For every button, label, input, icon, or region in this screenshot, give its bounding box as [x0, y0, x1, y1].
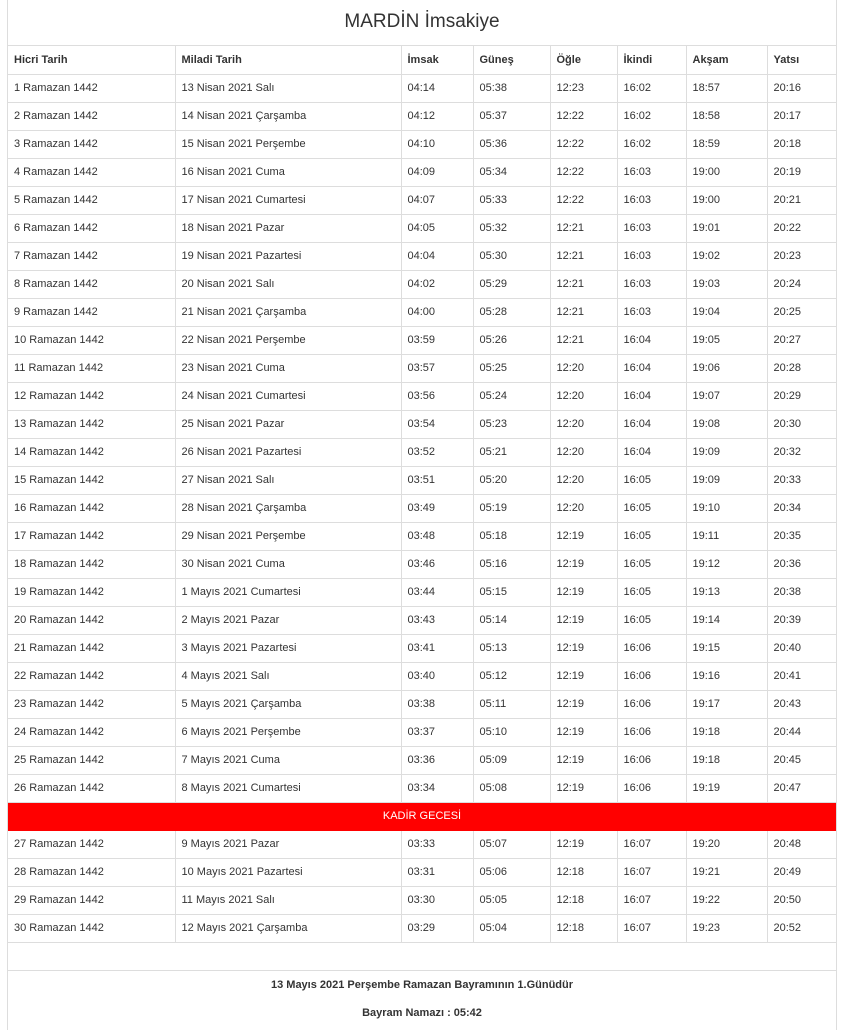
cell-gunes: 05:28	[473, 298, 550, 326]
cell-hicri-tarih: 28 Ramazan 1442	[8, 858, 175, 886]
cell-gunes: 05:37	[473, 102, 550, 130]
cell-gunes: 05:21	[473, 438, 550, 466]
cell-ogle: 12:19	[550, 718, 617, 746]
table-body	[8, 74, 836, 942]
cell-ogle: 12:20	[550, 494, 617, 522]
cell-hicri-tarih: 16 Ramazan 1442	[8, 494, 175, 522]
cell-ogle: 12:19	[550, 774, 617, 802]
cell-yatsi: 20:35	[767, 522, 836, 550]
cell-ogle: 12:19	[550, 550, 617, 578]
cell-yatsi: 20:23	[767, 242, 836, 270]
cell-hicri-tarih: 14 Ramazan 1442	[8, 438, 175, 466]
cell-aksam: 19:18	[686, 746, 767, 774]
cell-aksam: 19:03	[686, 270, 767, 298]
cell-ikindi: 16:03	[617, 242, 686, 270]
column-header-hicri-tarih: Hicri Tarih	[8, 46, 175, 74]
cell-yatsi: 20:36	[767, 550, 836, 578]
cell-yatsi: 20:18	[767, 130, 836, 158]
cell-ikindi: 16:05	[617, 494, 686, 522]
cell-hicri-tarih: 13 Ramazan 1442	[8, 410, 175, 438]
bayram-namazi: Bayram Namazı : 05:42	[362, 1006, 482, 1019]
column-header-yatsi: Yatsı	[767, 46, 836, 74]
cell-miladi-tarih: 29 Nisan 2021 Perşembe	[175, 522, 401, 550]
cell-ogle: 12:20	[550, 410, 617, 438]
cell-imsak: 03:44	[401, 578, 473, 606]
column-header-imsak: İmsak	[401, 46, 473, 74]
table-row	[8, 214, 836, 242]
table-row	[8, 354, 836, 382]
cell-aksam: 19:22	[686, 886, 767, 914]
cell-aksam: 19:10	[686, 494, 767, 522]
cell-yatsi: 20:30	[767, 410, 836, 438]
cell-ikindi: 16:03	[617, 270, 686, 298]
cell-gunes: 05:13	[473, 634, 550, 662]
cell-ogle: 12:21	[550, 270, 617, 298]
cell-gunes: 05:29	[473, 270, 550, 298]
cell-yatsi: 20:47	[767, 774, 836, 802]
cell-hicri-tarih: 27 Ramazan 1442	[8, 830, 175, 858]
cell-gunes: 05:05	[473, 886, 550, 914]
cell-gunes: 05:38	[473, 74, 550, 102]
cell-miladi-tarih: 11 Mayıs 2021 Salı	[175, 886, 401, 914]
cell-imsak: 03:33	[401, 830, 473, 858]
cell-ogle: 12:18	[550, 886, 617, 914]
cell-hicri-tarih: 9 Ramazan 1442	[8, 298, 175, 326]
cell-aksam: 19:19	[686, 774, 767, 802]
cell-yatsi: 20:25	[767, 298, 836, 326]
cell-imsak: 03:51	[401, 466, 473, 494]
cell-hicri-tarih: 10 Ramazan 1442	[8, 326, 175, 354]
table-row	[8, 886, 836, 914]
cell-imsak: 03:37	[401, 718, 473, 746]
table-row	[8, 270, 836, 298]
cell-ikindi: 16:03	[617, 214, 686, 242]
cell-ikindi: 16:04	[617, 410, 686, 438]
cell-aksam: 19:20	[686, 830, 767, 858]
cell-imsak: 03:43	[401, 606, 473, 634]
cell-yatsi: 20:17	[767, 102, 836, 130]
table-row	[8, 914, 836, 942]
cell-aksam: 18:57	[686, 74, 767, 102]
cell-ogle: 12:21	[550, 326, 617, 354]
cell-imsak: 03:54	[401, 410, 473, 438]
cell-hicri-tarih: 4 Ramazan 1442	[8, 158, 175, 186]
cell-miladi-tarih: 16 Nisan 2021 Cuma	[175, 158, 401, 186]
cell-ogle: 12:19	[550, 634, 617, 662]
cell-ikindi: 16:03	[617, 298, 686, 326]
cell-gunes: 05:30	[473, 242, 550, 270]
cell-yatsi: 20:32	[767, 438, 836, 466]
table-row	[8, 550, 836, 578]
cell-aksam: 19:05	[686, 326, 767, 354]
cell-ikindi: 16:03	[617, 186, 686, 214]
table-row	[8, 858, 836, 886]
cell-imsak: 03:57	[401, 354, 473, 382]
table-row	[8, 130, 836, 158]
cell-gunes: 05:10	[473, 718, 550, 746]
cell-miladi-tarih: 4 Mayıs 2021 Salı	[175, 662, 401, 690]
cell-hicri-tarih: 15 Ramazan 1442	[8, 466, 175, 494]
cell-yatsi: 20:16	[767, 74, 836, 102]
table-spacer	[8, 943, 836, 971]
table-row	[8, 774, 836, 802]
cell-aksam: 19:14	[686, 606, 767, 634]
cell-imsak: 04:05	[401, 214, 473, 242]
cell-imsak: 03:30	[401, 886, 473, 914]
cell-miladi-tarih: 6 Mayıs 2021 Perşembe	[175, 718, 401, 746]
kadir-gecesi-label: KADİR GECESİ	[8, 802, 836, 830]
cell-imsak: 03:52	[401, 438, 473, 466]
table-row	[8, 158, 836, 186]
table-row	[8, 466, 836, 494]
cell-ogle: 12:18	[550, 914, 617, 942]
cell-gunes: 05:26	[473, 326, 550, 354]
kadir-gecesi-row	[8, 802, 836, 830]
cell-imsak: 03:40	[401, 662, 473, 690]
cell-ikindi: 16:04	[617, 326, 686, 354]
table-row	[8, 662, 836, 690]
cell-imsak: 04:10	[401, 130, 473, 158]
cell-hicri-tarih: 29 Ramazan 1442	[8, 886, 175, 914]
cell-gunes: 05:23	[473, 410, 550, 438]
cell-yatsi: 20:22	[767, 214, 836, 242]
cell-miladi-tarih: 21 Nisan 2021 Çarşamba	[175, 298, 401, 326]
cell-aksam: 19:12	[686, 550, 767, 578]
cell-aksam: 19:00	[686, 186, 767, 214]
cell-gunes: 05:15	[473, 578, 550, 606]
cell-yatsi: 20:45	[767, 746, 836, 774]
cell-miladi-tarih: 7 Mayıs 2021 Cuma	[175, 746, 401, 774]
cell-hicri-tarih: 22 Ramazan 1442	[8, 662, 175, 690]
cell-yatsi: 20:28	[767, 354, 836, 382]
cell-yatsi: 20:24	[767, 270, 836, 298]
cell-ogle: 12:23	[550, 74, 617, 102]
cell-hicri-tarih: 11 Ramazan 1442	[8, 354, 175, 382]
cell-imsak: 04:00	[401, 298, 473, 326]
cell-ogle: 12:20	[550, 382, 617, 410]
cell-miladi-tarih: 2 Mayıs 2021 Pazar	[175, 606, 401, 634]
cell-yatsi: 20:21	[767, 186, 836, 214]
cell-aksam: 19:16	[686, 662, 767, 690]
cell-miladi-tarih: 10 Mayıs 2021 Pazartesi	[175, 858, 401, 886]
cell-yatsi: 20:34	[767, 494, 836, 522]
cell-hicri-tarih: 25 Ramazan 1442	[8, 746, 175, 774]
cell-ogle: 12:20	[550, 354, 617, 382]
cell-hicri-tarih: 20 Ramazan 1442	[8, 606, 175, 634]
table-row	[8, 298, 836, 326]
cell-ikindi: 16:05	[617, 522, 686, 550]
cell-ikindi: 16:02	[617, 74, 686, 102]
cell-miladi-tarih: 22 Nisan 2021 Perşembe	[175, 326, 401, 354]
cell-yatsi: 20:48	[767, 830, 836, 858]
cell-aksam: 18:59	[686, 130, 767, 158]
cell-ikindi: 16:06	[617, 746, 686, 774]
cell-ogle: 12:18	[550, 858, 617, 886]
cell-aksam: 19:09	[686, 438, 767, 466]
cell-imsak: 03:59	[401, 326, 473, 354]
cell-aksam: 19:00	[686, 158, 767, 186]
cell-ogle: 12:20	[550, 438, 617, 466]
cell-ogle: 12:22	[550, 102, 617, 130]
cell-miladi-tarih: 1 Mayıs 2021 Cumartesi	[175, 578, 401, 606]
cell-ogle: 12:22	[550, 186, 617, 214]
cell-miladi-tarih: 17 Nisan 2021 Cumartesi	[175, 186, 401, 214]
table-row	[8, 522, 836, 550]
cell-aksam: 19:01	[686, 214, 767, 242]
cell-yatsi: 20:40	[767, 634, 836, 662]
column-header-aksam: Akşam	[686, 46, 767, 74]
cell-ikindi: 16:06	[617, 662, 686, 690]
cell-hicri-tarih: 17 Ramazan 1442	[8, 522, 175, 550]
cell-hicri-tarih: 23 Ramazan 1442	[8, 690, 175, 718]
cell-ogle: 12:19	[550, 690, 617, 718]
cell-ogle: 12:19	[550, 522, 617, 550]
cell-ogle: 12:20	[550, 466, 617, 494]
table-row	[8, 382, 836, 410]
cell-yatsi: 20:43	[767, 690, 836, 718]
cell-ogle: 12:21	[550, 298, 617, 326]
page-title: MARDİN İmsakiye	[8, 0, 836, 46]
cell-hicri-tarih: 1 Ramazan 1442	[8, 74, 175, 102]
cell-yatsi: 20:33	[767, 466, 836, 494]
cell-miladi-tarih: 30 Nisan 2021 Cuma	[175, 550, 401, 578]
imsakiye-table	[8, 46, 836, 943]
cell-gunes: 05:06	[473, 858, 550, 886]
table-row	[8, 494, 836, 522]
cell-yatsi: 20:29	[767, 382, 836, 410]
cell-ogle: 12:21	[550, 242, 617, 270]
column-header-miladi-tarih: Miladi Tarih	[175, 46, 401, 74]
cell-miladi-tarih: 28 Nisan 2021 Çarşamba	[175, 494, 401, 522]
cell-miladi-tarih: 25 Nisan 2021 Pazar	[175, 410, 401, 438]
cell-ikindi: 16:05	[617, 606, 686, 634]
cell-gunes: 05:14	[473, 606, 550, 634]
cell-gunes: 05:24	[473, 382, 550, 410]
cell-imsak: 04:04	[401, 242, 473, 270]
cell-imsak: 03:34	[401, 774, 473, 802]
cell-ogle: 12:19	[550, 662, 617, 690]
cell-aksam: 19:21	[686, 858, 767, 886]
cell-ogle: 12:19	[550, 606, 617, 634]
cell-imsak: 04:14	[401, 74, 473, 102]
cell-gunes: 05:07	[473, 830, 550, 858]
cell-ikindi: 16:06	[617, 634, 686, 662]
cell-aksam: 19:15	[686, 634, 767, 662]
cell-miladi-tarih: 19 Nisan 2021 Pazartesi	[175, 242, 401, 270]
table-row	[8, 606, 836, 634]
cell-ikindi: 16:06	[617, 718, 686, 746]
cell-gunes: 05:25	[473, 354, 550, 382]
cell-ikindi: 16:05	[617, 550, 686, 578]
cell-gunes: 05:33	[473, 186, 550, 214]
cell-gunes: 05:20	[473, 466, 550, 494]
cell-yatsi: 20:39	[767, 606, 836, 634]
cell-hicri-tarih: 12 Ramazan 1442	[8, 382, 175, 410]
table-row	[8, 690, 836, 718]
cell-miladi-tarih: 12 Mayıs 2021 Çarşamba	[175, 914, 401, 942]
bayram-info: 13 Mayıs 2021 Perşembe Ramazan Bayramının 1.Günüdür	[270, 978, 574, 991]
table-row	[8, 578, 836, 606]
cell-imsak: 03:31	[401, 858, 473, 886]
cell-gunes: 05:12	[473, 662, 550, 690]
table-row	[8, 102, 836, 130]
cell-miladi-tarih: 20 Nisan 2021 Salı	[175, 270, 401, 298]
cell-imsak: 04:02	[401, 270, 473, 298]
cell-hicri-tarih: 6 Ramazan 1442	[8, 214, 175, 242]
cell-miladi-tarih: 26 Nisan 2021 Pazartesi	[175, 438, 401, 466]
cell-aksam: 19:13	[686, 578, 767, 606]
cell-ikindi: 16:03	[617, 158, 686, 186]
cell-miladi-tarih: 27 Nisan 2021 Salı	[175, 466, 401, 494]
cell-ikindi: 16:02	[617, 130, 686, 158]
cell-gunes: 05:34	[473, 158, 550, 186]
cell-imsak: 03:56	[401, 382, 473, 410]
cell-ikindi: 16:07	[617, 830, 686, 858]
table-row	[8, 410, 836, 438]
cell-imsak: 03:38	[401, 690, 473, 718]
cell-ikindi: 16:07	[617, 886, 686, 914]
cell-hicri-tarih: 2 Ramazan 1442	[8, 102, 175, 130]
cell-imsak: 03:46	[401, 550, 473, 578]
cell-miladi-tarih: 5 Mayıs 2021 Çarşamba	[175, 690, 401, 718]
cell-ikindi: 16:07	[617, 914, 686, 942]
table-row	[8, 326, 836, 354]
cell-hicri-tarih: 7 Ramazan 1442	[8, 242, 175, 270]
cell-ikindi: 16:05	[617, 466, 686, 494]
cell-hicri-tarih: 3 Ramazan 1442	[8, 130, 175, 158]
cell-yatsi: 20:27	[767, 326, 836, 354]
cell-ogle: 12:19	[550, 830, 617, 858]
cell-hicri-tarih: 8 Ramazan 1442	[8, 270, 175, 298]
cell-yatsi: 20:50	[767, 886, 836, 914]
cell-aksam: 19:04	[686, 298, 767, 326]
cell-ikindi: 16:06	[617, 690, 686, 718]
cell-gunes: 05:09	[473, 746, 550, 774]
cell-ogle: 12:22	[550, 130, 617, 158]
cell-miladi-tarih: 8 Mayıs 2021 Cumartesi	[175, 774, 401, 802]
cell-imsak: 03:41	[401, 634, 473, 662]
table-row	[8, 746, 836, 774]
table-row	[8, 634, 836, 662]
cell-ogle: 12:19	[550, 578, 617, 606]
cell-ikindi: 16:04	[617, 382, 686, 410]
cell-yatsi: 20:19	[767, 158, 836, 186]
cell-gunes: 05:08	[473, 774, 550, 802]
column-header-gunes: Güneş	[473, 46, 550, 74]
imsakiye-panel	[7, 0, 837, 1030]
cell-gunes: 05:36	[473, 130, 550, 158]
cell-miladi-tarih: 23 Nisan 2021 Cuma	[175, 354, 401, 382]
cell-gunes: 05:11	[473, 690, 550, 718]
cell-imsak: 04:09	[401, 158, 473, 186]
cell-hicri-tarih: 21 Ramazan 1442	[8, 634, 175, 662]
cell-aksam: 19:07	[686, 382, 767, 410]
cell-ogle: 12:22	[550, 158, 617, 186]
cell-yatsi: 20:38	[767, 578, 836, 606]
cell-miladi-tarih: 15 Nisan 2021 Perşembe	[175, 130, 401, 158]
cell-ikindi: 16:04	[617, 438, 686, 466]
table-header-row	[8, 46, 836, 74]
cell-yatsi: 20:49	[767, 858, 836, 886]
cell-miladi-tarih: 13 Nisan 2021 Salı	[175, 74, 401, 102]
cell-aksam: 19:18	[686, 718, 767, 746]
cell-gunes: 05:16	[473, 550, 550, 578]
cell-aksam: 19:08	[686, 410, 767, 438]
cell-aksam: 19:02	[686, 242, 767, 270]
cell-gunes: 05:19	[473, 494, 550, 522]
cell-hicri-tarih: 18 Ramazan 1442	[8, 550, 175, 578]
cell-imsak: 04:07	[401, 186, 473, 214]
cell-aksam: 19:23	[686, 914, 767, 942]
table-row	[8, 718, 836, 746]
cell-imsak: 03:48	[401, 522, 473, 550]
table-row	[8, 830, 836, 858]
cell-aksam: 19:09	[686, 466, 767, 494]
cell-ogle: 12:19	[550, 746, 617, 774]
column-header-ogle: Öğle	[550, 46, 617, 74]
cell-yatsi: 20:41	[767, 662, 836, 690]
table-row	[8, 438, 836, 466]
table-row	[8, 186, 836, 214]
cell-hicri-tarih: 19 Ramazan 1442	[8, 578, 175, 606]
cell-ikindi: 16:07	[617, 858, 686, 886]
table-row	[8, 74, 836, 102]
cell-ikindi: 16:02	[617, 102, 686, 130]
cell-imsak: 03:49	[401, 494, 473, 522]
cell-imsak: 03:36	[401, 746, 473, 774]
table-row	[8, 242, 836, 270]
cell-ikindi: 16:04	[617, 354, 686, 382]
cell-yatsi: 20:44	[767, 718, 836, 746]
cell-ikindi: 16:06	[617, 774, 686, 802]
cell-hicri-tarih: 5 Ramazan 1442	[8, 186, 175, 214]
cell-aksam: 19:06	[686, 354, 767, 382]
cell-miladi-tarih: 9 Mayıs 2021 Pazar	[175, 830, 401, 858]
cell-imsak: 03:29	[401, 914, 473, 942]
cell-gunes: 05:32	[473, 214, 550, 242]
cell-miladi-tarih: 24 Nisan 2021 Cumartesi	[175, 382, 401, 410]
cell-miladi-tarih: 18 Nisan 2021 Pazar	[175, 214, 401, 242]
cell-gunes: 05:18	[473, 522, 550, 550]
cell-aksam: 19:11	[686, 522, 767, 550]
cell-imsak: 04:12	[401, 102, 473, 130]
cell-miladi-tarih: 14 Nisan 2021 Çarşamba	[175, 102, 401, 130]
cell-aksam: 19:17	[686, 690, 767, 718]
cell-ogle: 12:21	[550, 214, 617, 242]
cell-aksam: 18:58	[686, 102, 767, 130]
cell-hicri-tarih: 30 Ramazan 1442	[8, 914, 175, 942]
cell-hicri-tarih: 24 Ramazan 1442	[8, 718, 175, 746]
cell-ikindi: 16:05	[617, 578, 686, 606]
cell-miladi-tarih: 3 Mayıs 2021 Pazartesi	[175, 634, 401, 662]
cell-gunes: 05:04	[473, 914, 550, 942]
cell-hicri-tarih: 26 Ramazan 1442	[8, 774, 175, 802]
column-header-ikindi: İkindi	[617, 46, 686, 74]
cell-yatsi: 20:52	[767, 914, 836, 942]
